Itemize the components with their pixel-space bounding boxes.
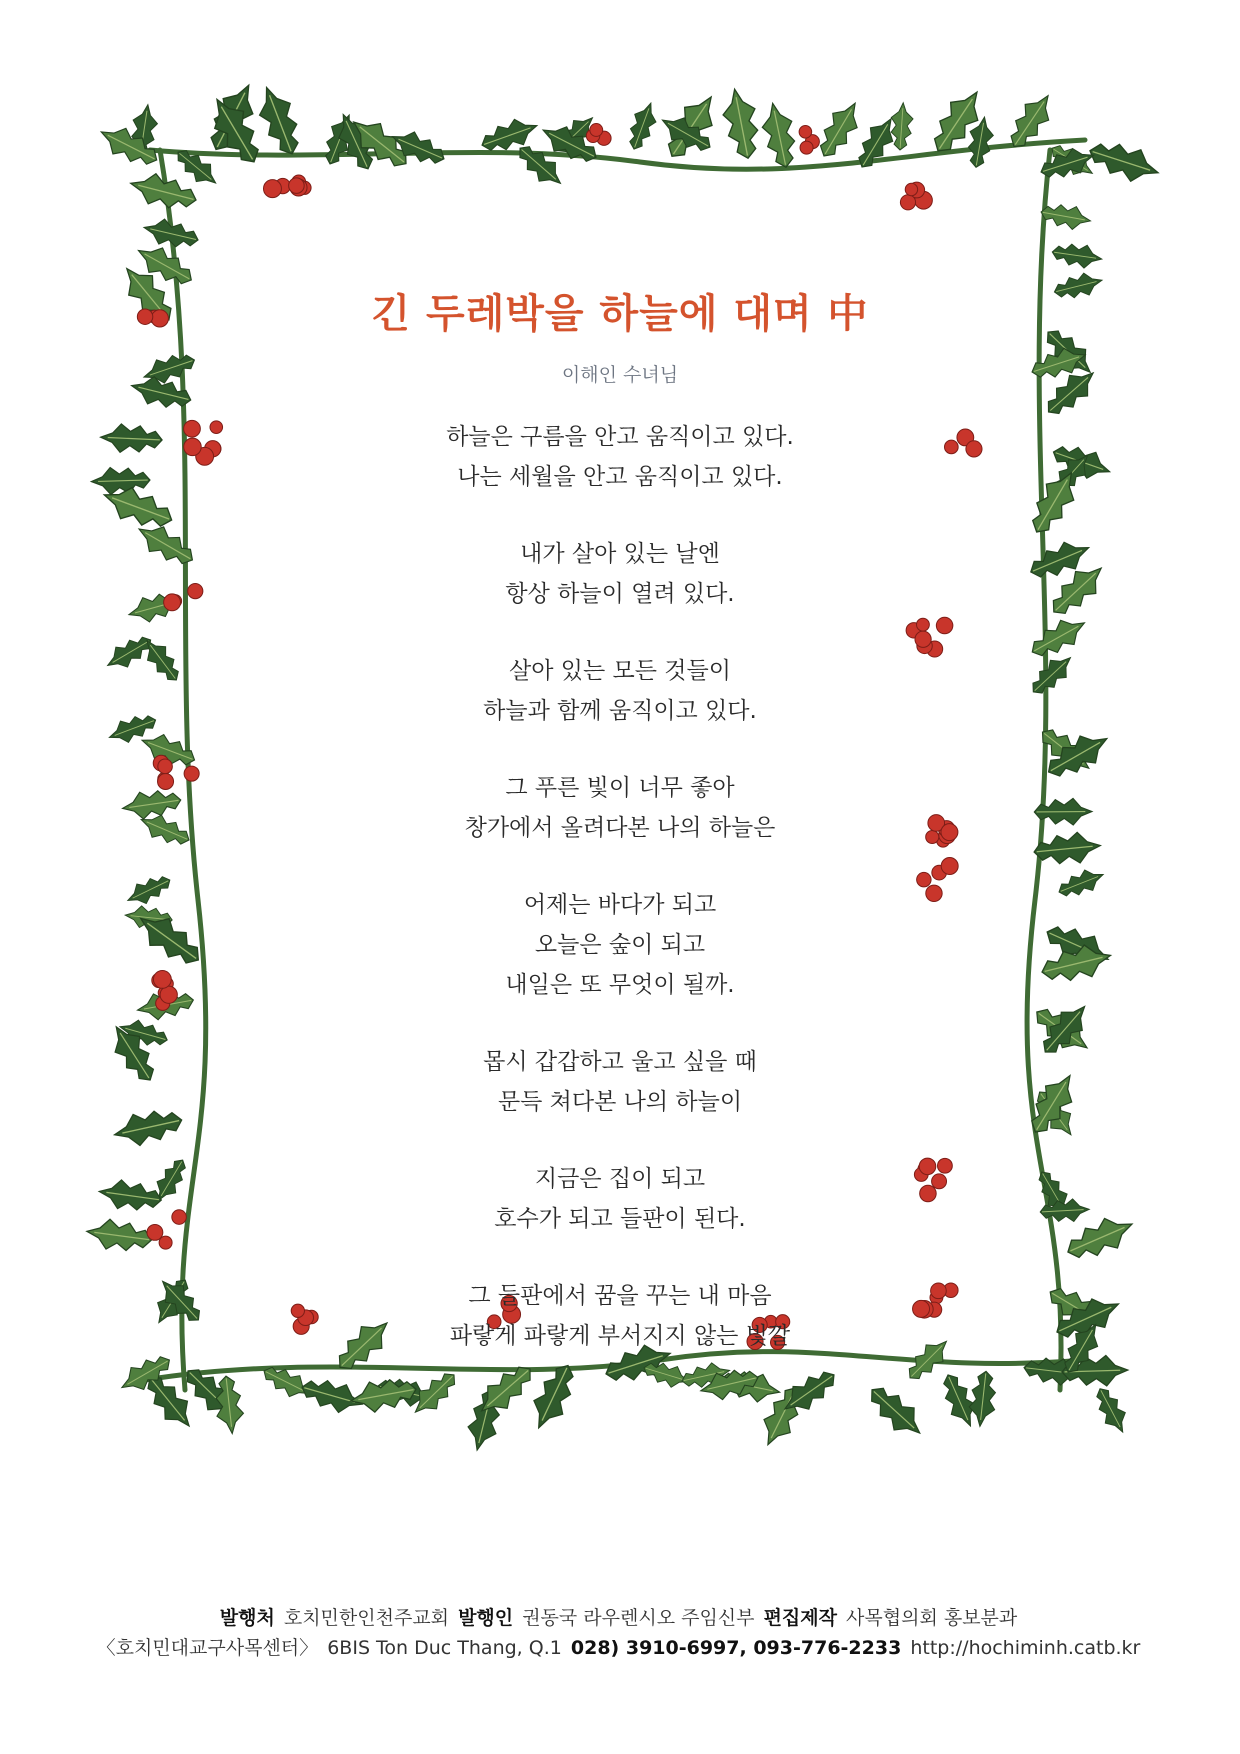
editor-name: 사목협의회 홍보분과 [846, 1607, 1018, 1629]
poem-author: 이해인 수녀님 [561, 364, 679, 386]
issuer-name: 권동국 라우렌시오 주임신부 [522, 1607, 755, 1629]
holly-berry [800, 141, 813, 154]
poem-stanza [260, 885, 980, 1005]
holly-berry [158, 759, 173, 774]
poem-stanza [260, 417, 980, 497]
holly-berry [210, 421, 223, 434]
holly-leaf [623, 99, 661, 153]
holly-berry [289, 178, 305, 194]
holly-berry [263, 180, 281, 198]
holly-leaf [91, 466, 150, 495]
holly-leaf [1052, 269, 1105, 303]
holly-leaf [1085, 135, 1163, 188]
holly-leaf [1090, 1383, 1133, 1437]
poem-line: 하늘은 구름을 안고 움직이고 있다. [446, 424, 794, 450]
poem-stanza [260, 651, 980, 731]
editor-label: 편집제작 [763, 1607, 837, 1629]
footer-line-contact [0, 1633, 1240, 1663]
holly-leaf [889, 102, 914, 151]
poem-content [260, 290, 980, 1393]
holly-berry [799, 126, 812, 139]
holly-leaf [1035, 997, 1096, 1061]
holly-berry [188, 584, 203, 599]
poem-line: 내일은 또 무엇이 될까. [505, 972, 735, 998]
publication-footer [0, 1603, 1240, 1663]
poem-line: 내가 살아 있는 날엔 [520, 541, 720, 567]
poem-line: 하늘과 함께 움직이고 있다. [483, 698, 757, 724]
poem-stanza [260, 1042, 980, 1122]
holly-berry [158, 773, 174, 789]
poem-line: 오늘은 숲이 되고 [534, 932, 706, 958]
phone-numbers: 028) 3910-6997, 093-776-2233 [570, 1637, 902, 1659]
center-address: 6BIS Ton Duc Thang, Q.1 [327, 1637, 562, 1659]
poem-line: 항상 하늘이 열려 있다. [505, 581, 735, 607]
poem-line: 그 들판에서 꿈을 꾸는 내 마음 [468, 1283, 772, 1309]
poem-line: 파랗게 파랗게 부서지지 않는 빛깔 [449, 1323, 791, 1349]
holly-leaf [251, 82, 307, 160]
holly-berry [184, 438, 202, 456]
holly-berry [153, 970, 171, 988]
holly-leaf [111, 1105, 185, 1151]
holly-leaf [100, 423, 163, 454]
poem-title: 긴 두레박을 하늘에 대며 中 [371, 291, 869, 337]
holly-berry [900, 195, 915, 210]
holly-berry [172, 1210, 187, 1225]
poem-stanza [260, 534, 980, 614]
holly-leaf [102, 630, 157, 675]
footer-line-publisher [0, 1603, 1240, 1633]
holly-berry [184, 420, 201, 437]
poem-stanza [260, 1159, 980, 1239]
holly-leaf [1026, 611, 1092, 664]
poem-line: 문득 쳐다본 나의 하늘이 [497, 1089, 743, 1115]
holly-leaf [123, 870, 175, 910]
poem-line: 살아 있는 모든 것들이 [509, 658, 731, 684]
holly-berry [590, 124, 603, 137]
poem-stanza [260, 768, 980, 848]
holly-leaf [97, 1177, 163, 1214]
poem-stanza [260, 1276, 980, 1356]
holly-leaf [758, 100, 801, 170]
holly-leaf [1055, 864, 1107, 902]
website-url[interactable]: http://hochiminh.catb.kr [910, 1637, 1141, 1659]
center-name: 〈호치민대교구사목센터〉 [96, 1637, 319, 1659]
poem-line: 창가에서 올려다본 나의 하늘은 [464, 815, 776, 841]
poem-line: 나는 세월을 안고 움직이고 있다. [457, 464, 783, 490]
holly-leaf [1025, 649, 1078, 701]
holly-berry [159, 1236, 172, 1249]
holly-berry [164, 594, 181, 611]
holly-berry [184, 766, 199, 781]
publisher-label: 발행처 [219, 1607, 275, 1629]
poem-line: 그 푸른 빛이 너무 좋아 [505, 775, 735, 801]
poem-body [260, 417, 980, 1356]
holly-berry [151, 310, 168, 327]
poem-line: 지금은 집이 되고 [534, 1166, 706, 1192]
holly-leaf [719, 86, 764, 161]
holly-leaf [1051, 241, 1104, 271]
poem-line: 호수가 되고 들판이 된다. [494, 1206, 746, 1232]
holly-leaf [121, 787, 183, 822]
poem-line: 몹시 갑갑하고 울고 싶을 때 [483, 1049, 757, 1075]
holly-leaf [812, 96, 867, 163]
holly-berry [905, 183, 917, 195]
holly-leaf [85, 1216, 154, 1254]
poem-line: 어제는 바다가 되고 [523, 892, 717, 918]
publisher-name: 호치민한인천주교회 [283, 1607, 450, 1629]
issuer-label: 발행인 [458, 1607, 514, 1629]
holly-berry [137, 309, 152, 324]
